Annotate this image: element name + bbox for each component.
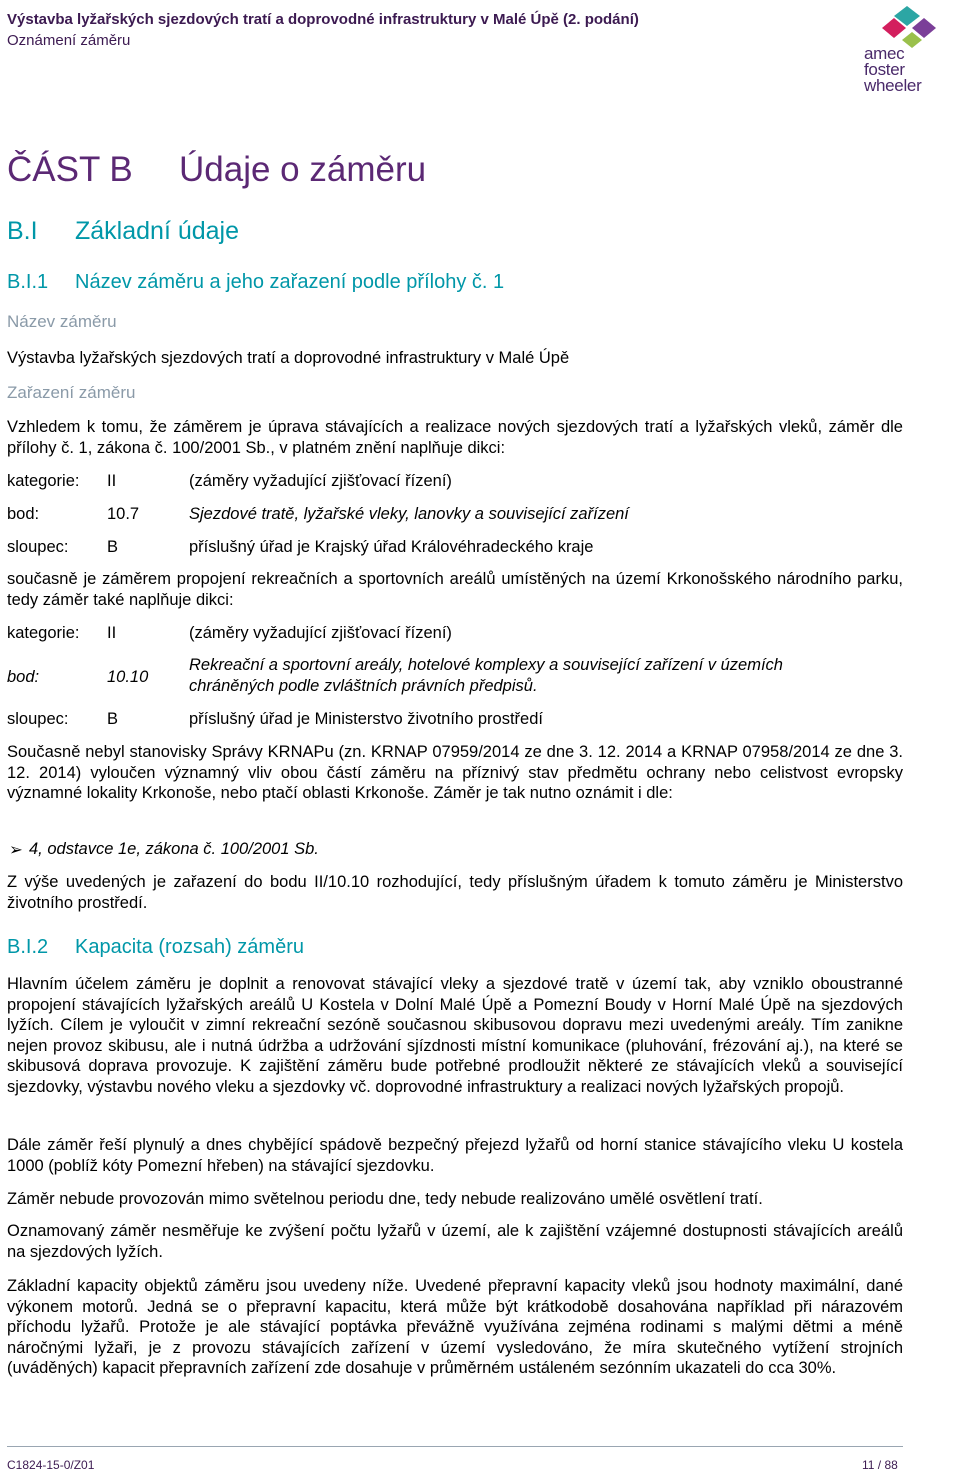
subsection-number: B.I.1 bbox=[7, 271, 49, 293]
arrow-bullet-icon: ➢ bbox=[9, 841, 23, 859]
footer-code: C1824-15-0/Z01 bbox=[7, 1458, 95, 1472]
footer-divider bbox=[7, 1446, 903, 1447]
subsection-number: B.I.2 bbox=[7, 936, 49, 958]
paragraph-5: Hlavním účelem záměru je doplnit a renovovat stávající vleky a sjezdové tratě v území tak, aby vzniklo oboustranné propojení stávajících lyžařských areálů U Kostela v Dolní Malé Úpě a Pomezní Boudy v Horní Malé Úpě na sjezdových lyžích. Cílem je vyloučit v zimní rekreační sezóně současnou skibusovou dopravu mezi uvedenými areály. Tím zanikne nejen provoz skibusu, ale i nutná údržba a udržování sjízdnosti místní komunikace (pluhování, frézování aj.), na které se skibusová doprava provozuje. K zajištění záměru bude potřebné prodloužit některé ze stávajících vleků a související sjezdovky, výstavbu nového vleku a sjezdovky vč. doprovodné infrastruktury a realizaci nových lyžařských propojů. bbox=[7, 975, 903, 1096]
part-title: Údaje o záměru bbox=[179, 150, 427, 189]
nazev-text: Výstavba lyžařských sjezdových tratí a doprovodné infrastruktury v Malé Úpě bbox=[7, 349, 570, 367]
paragraph-2: současně je záměrem propojení rekreačních a sportovních areálů umístěných na území Krkonošského národního parku, tedy záměr také naplňuje dikci: bbox=[7, 570, 903, 609]
paragraph-7: Záměr nebude provozován mimo světelnou periodu dne, tedy nebude realizováno umělé osvětlení tratí. bbox=[7, 1190, 763, 1208]
paragraph-6: Dále záměr řeší plynulý a dnes chybějící spádově bezpečný přejezd lyžařů od horní stanice stávajícího vleku U kostela 1000 (poblíž kóty Pomezní hřeben) na stávající sjezdovku. bbox=[7, 1136, 903, 1175]
paragraph-1: Vzhledem k tomu, že záměrem je úprava stávajících a realizace nových sjezdových tratí a lyžařských vleků, záměr dle přílohy č. 1, zákona č. 100/2001 Sb., v platném znění naplňuje dikci: bbox=[7, 418, 903, 457]
header-title: Výstavba lyžařských sjezdových tratí a doprovodné infrastruktury v Malé Úpě (2. podání) bbox=[7, 11, 639, 28]
section-number: B.I bbox=[7, 217, 38, 245]
subsection-title: Název záměru a jeho zařazení podle přílohy č. 1 bbox=[75, 271, 505, 293]
paragraph-4: Z výše uvedených je zařazení do bodu II/10.10 rozhodující, tedy příslušným úřadem k tomuto záměru je Ministerstvo životního prostředí. bbox=[7, 873, 903, 912]
nazev-label: Název záměru bbox=[7, 312, 117, 331]
paragraph-3: Současně nebyl stanovisky Správy KRNAPu (zn. KRNAP 07959/2014 ze dne 3. 12. 2014 a KRNAP 07958/2014 ze dne 3. 12. 2014) vyloučen významný vliv obou částí záměru na příznivý stav předmětu ochrany nebo celistvost evropsky významné lokality Krkonoše, nebo ptačí oblasti Krkonoše. Záměr je tak nutno oznámit i dle: bbox=[7, 743, 903, 802]
logo-wordmark: amec foster wheeler bbox=[864, 44, 922, 95]
subsection-title: Kapacita (rozsah) záměru bbox=[75, 936, 304, 958]
section-heading bbox=[7, 217, 240, 246]
cat2-bod-desc-1: Rekreační a sportovní areály, hotelové komplexy a související zařízení v územích bbox=[189, 656, 783, 674]
document-header bbox=[7, 9, 767, 51]
subsection-heading-1 bbox=[7, 271, 505, 294]
cat2-bod-desc-2: chráněných podle zvláštních právních předpisů. bbox=[189, 677, 538, 695]
zarazeni-label: Zařazení záměru bbox=[7, 383, 136, 402]
part-heading bbox=[7, 150, 427, 190]
paragraph-9: Základní kapacity objektů záměru jsou uvedeny níže. Uvedené přepravní kapacity vleků jsou hodnoty maximální, dané výkonem motorů. Jedná se o přepravní kapacitu, která může být krátkodobě dosahována například při nárazovém příchodu lyžařů. Protože je ale stávající poptávka převážně využívána zejména rodinami s malými dětmi a méně náročnými lyžaři, je z provozu stávajících zařízení v území vysledováno, že míra skutečného vytížení strojních (uváděných) kapacit přepravních zařízení zde dosahuje v průměrném ustáleném sezónním ukazateli do cca 30%. bbox=[7, 1277, 903, 1377]
subsection-heading-2 bbox=[7, 936, 304, 959]
paragraph-8: Oznamovaný záměr nesměřuje ke zvýšení počtu lyžařů v území, ale k zajištění vzájemné dostupnosti stávajících areálů na sjezdových lyžích. bbox=[7, 1222, 903, 1261]
footer-page-number: 11 / 88 bbox=[862, 1458, 898, 1472]
section-title: Základní údaje bbox=[75, 217, 240, 245]
part-number: ČÁST B bbox=[7, 150, 133, 189]
header-subtitle: Oznámení záměru bbox=[7, 32, 131, 49]
bullet-text: 4, odstavce 1e, zákona č. 100/2001 Sb. bbox=[29, 840, 319, 858]
